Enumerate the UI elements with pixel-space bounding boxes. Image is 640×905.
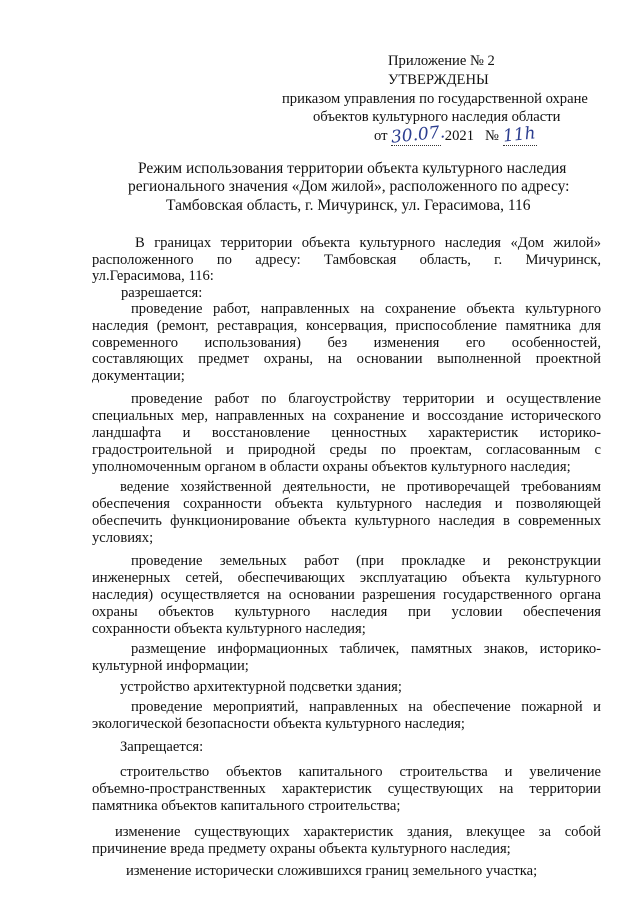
doc-title-line2: регионального значения «Дом жилой», расположенного по адресу: [128,178,570,195]
body-line: проведение мероприятий, направленных на обеспечение пожарной и [131,699,601,715]
order-issuer-line1: приказом управления по государственной охране [282,91,588,107]
doc-title-line3: Тамбовская область, г. Мичуринск, ул. Герасимова, 116 [166,197,531,214]
body-line: обеспечения сохранности объекта культурного наследия и позволяющей [92,496,601,512]
body-line: градостроительной и природной среды по проектам, согласованным с [92,442,601,458]
body-line: экологической безопасности объекта культурного наследия; [92,716,465,732]
body-line: причинение вреда предмету охраны объекта культурного наследия; [92,841,511,857]
body-line: Запрещается: [120,739,204,755]
body-line: условиях; [92,530,154,546]
body-line: обеспечить функционирование объекта культурного наследия в современных [92,513,601,529]
body-line: проведение земельных работ (при прокладке и реконструкции [131,553,601,569]
body-line: изменение исторически сложившихся границ земельного участка; [126,863,538,879]
order-number-handwritten: 11h [502,123,537,147]
body-line: изменение существующих характеристик здания, влекущее за собой [115,824,601,840]
body-line: документации; [92,368,185,384]
body-line: составляющих предмет охраны, на основании выполненной проектной [92,351,601,367]
body-line: инженерных сетей, обеспечивающих эксплуатацию объекта культурного [92,570,601,586]
body-line: проведение работ по благоустройству территории и осуществление [131,391,601,407]
body-line: памятника объектов капитального строительства; [92,798,401,814]
body-line: специальных мер, направленных на сохранение и воссоздание исторического [92,408,601,424]
approved-label: УТВЕРЖДЕНЫ [388,72,489,88]
body-line: размещение информационных табличек, памятных знаков, историко- [131,641,601,657]
body-line: наследия (ремонт, реставрация, консервация, приспособление памятника для [92,318,601,334]
order-date-line [374,122,537,148]
order-number-label: № [484,128,499,144]
body-line: разрешается: [121,285,203,301]
order-date-handwritten: 30.07. [390,122,447,148]
doc-title-line1: Режим использования территории объекта культурного наследия [138,160,567,177]
body-line: уполномоченным органом в области охраны объектов культурного наследия; [92,459,571,475]
body-line: расположенного по адресу: Тамбовская область, г. Мичуринск, [92,252,601,268]
order-year: 2021 [444,128,474,144]
body-line: культурной информации; [92,658,249,674]
body-line: охраны объектов культурного наследия при условии обеспечения [92,604,601,620]
body-line: ведение хозяйственной деятельности, не противоречащей требованиям [120,479,601,495]
body-line: наследия) осуществляется на основании разрешения государственного органа [92,587,601,603]
body-line: строительство объектов капитального строительства и увеличение [120,764,601,780]
appendix-number: Приложение № 2 [388,53,495,69]
body-line: современного использования) без изменения его особенностей, [92,335,601,351]
body-line: проведение работ, направленных на сохранение объекта культурного [131,301,601,317]
order-issuer-line2: объектов культурного наследия области [313,109,561,125]
body-line: сохранности объекта культурного наследия; [92,621,366,637]
order-from-label: от [374,128,388,144]
body-line: В границах территории объекта культурного наследия «Дом жилой» [135,235,601,251]
body-line: устройство архитектурной подсветки здания; [120,679,402,695]
body-line: ул.Герасимова, 116: [92,268,214,284]
body-line: ландшафта и восстановление ценностных характеристик историко- [92,425,601,441]
body-line: объемно-пространственных характеристик существующих на территории [92,781,601,797]
